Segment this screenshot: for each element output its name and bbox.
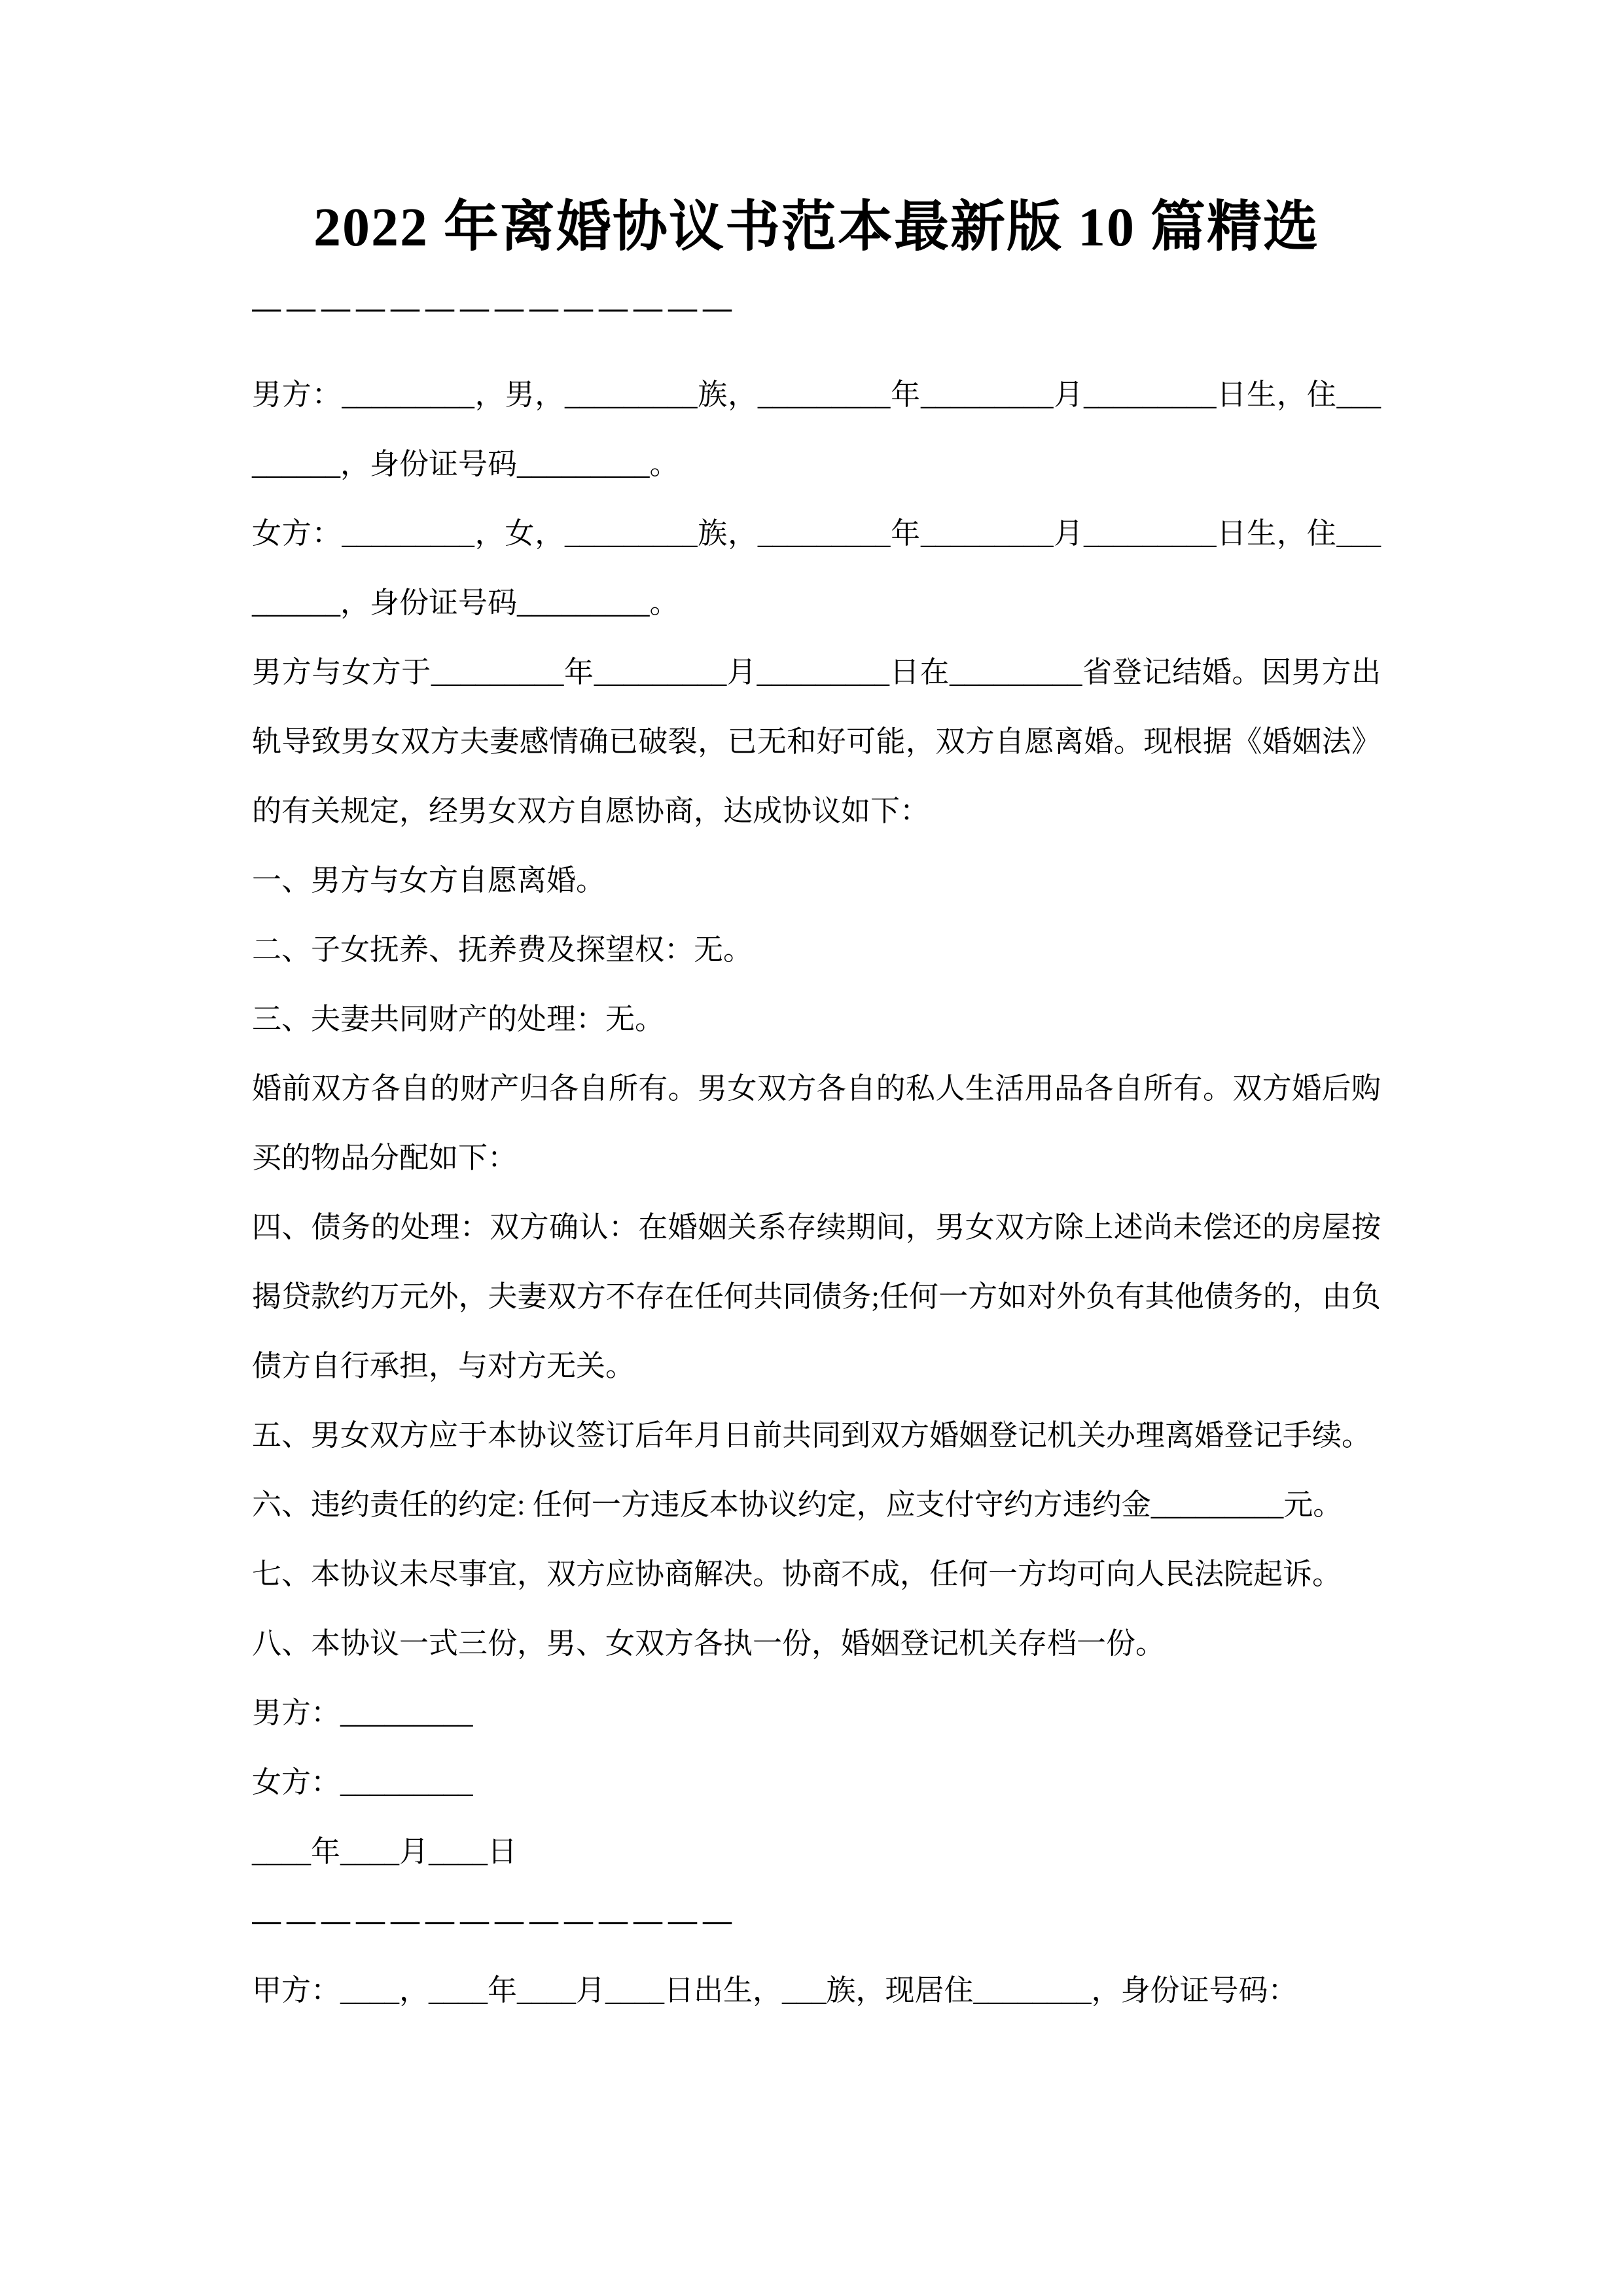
title-divider-line: —————————————— [252,292,738,324]
signature-date: ____年____月____日 [252,1835,518,1868]
paragraph-clause-2: 二、子女抚养、抚养费及探望权：无。 [252,933,753,966]
signature-husband: 男方：_________ [252,1696,473,1729]
paragraph-marriage-background: 男方与女方于_________年_________月_________日在_________省登记结婚。因男方出轨导致男女双方夫妻感情确已破裂，已无和好可能，双方自愿离婚。现根据《婚姻法》的有关规定，经男女双方自愿协商，达成协议如下： [252,656,1381,827]
paragraph-property-detail: 婚前双方各自的财产归各自所有。男女双方各自的私人生活用品各自所有。双方婚后购买的物品分配如下： [252,1072,1381,1174]
paragraph-clause-7: 七、本协议未尽事宜，双方应协商解决。协商不成，任何一方均可向人民法院起诉。 [252,1558,1342,1590]
paragraph-clause-4: 四、债务的处理：双方确认：在婚姻关系存续期间，男女双方除上述尚未偿还的房屋按揭贷款约万元外，夫妻双方不存在任何共同债务;任何一方如对外负有其他债务的，由负债方自行承担，与对方无关。 [252,1211,1381,1382]
section-divider-line: —————————————— [252,1905,738,1937]
paragraph-party-a-info: 甲方：____，____年____月____日出生，___族，现居住________，身份证号码： [252,1974,1298,2007]
paragraph-husband-info: 男方：_________，男，_________族，_________年_________月_________日生，住_________，身份证号码_________。 [252,378,1381,480]
paragraph-clause-5: 五、男女双方应于本协议签订后年月日前共同到双方婚姻登记机关办理离婚登记手续。 [252,1419,1372,1452]
paragraph-clause-8: 八、本协议一式三份，男、女双方各执一份，婚姻登记机关存档一份。 [252,1627,1166,1660]
paragraph-clause-1: 一、男方与女方自愿离婚。 [252,864,606,897]
document-body [252,360,1381,2025]
document-title: 2022 年离婚协议书范本最新版 10 篇精选 [313,197,1319,258]
paragraph-clause-3: 三、夫妻共同财产的处理：无。 [252,1003,665,1035]
paragraph-wife-info: 女方：_________，女，_________族，_________年_________月_________日生，住_________，身份证号码_________。 [252,517,1381,619]
paragraph-clause-6: 六、违约责任的约定: 任何一方违反本协议约定，应支付守约方违约金_________元。 [252,1488,1343,1521]
signature-wife: 女方：_________ [252,1766,473,1799]
